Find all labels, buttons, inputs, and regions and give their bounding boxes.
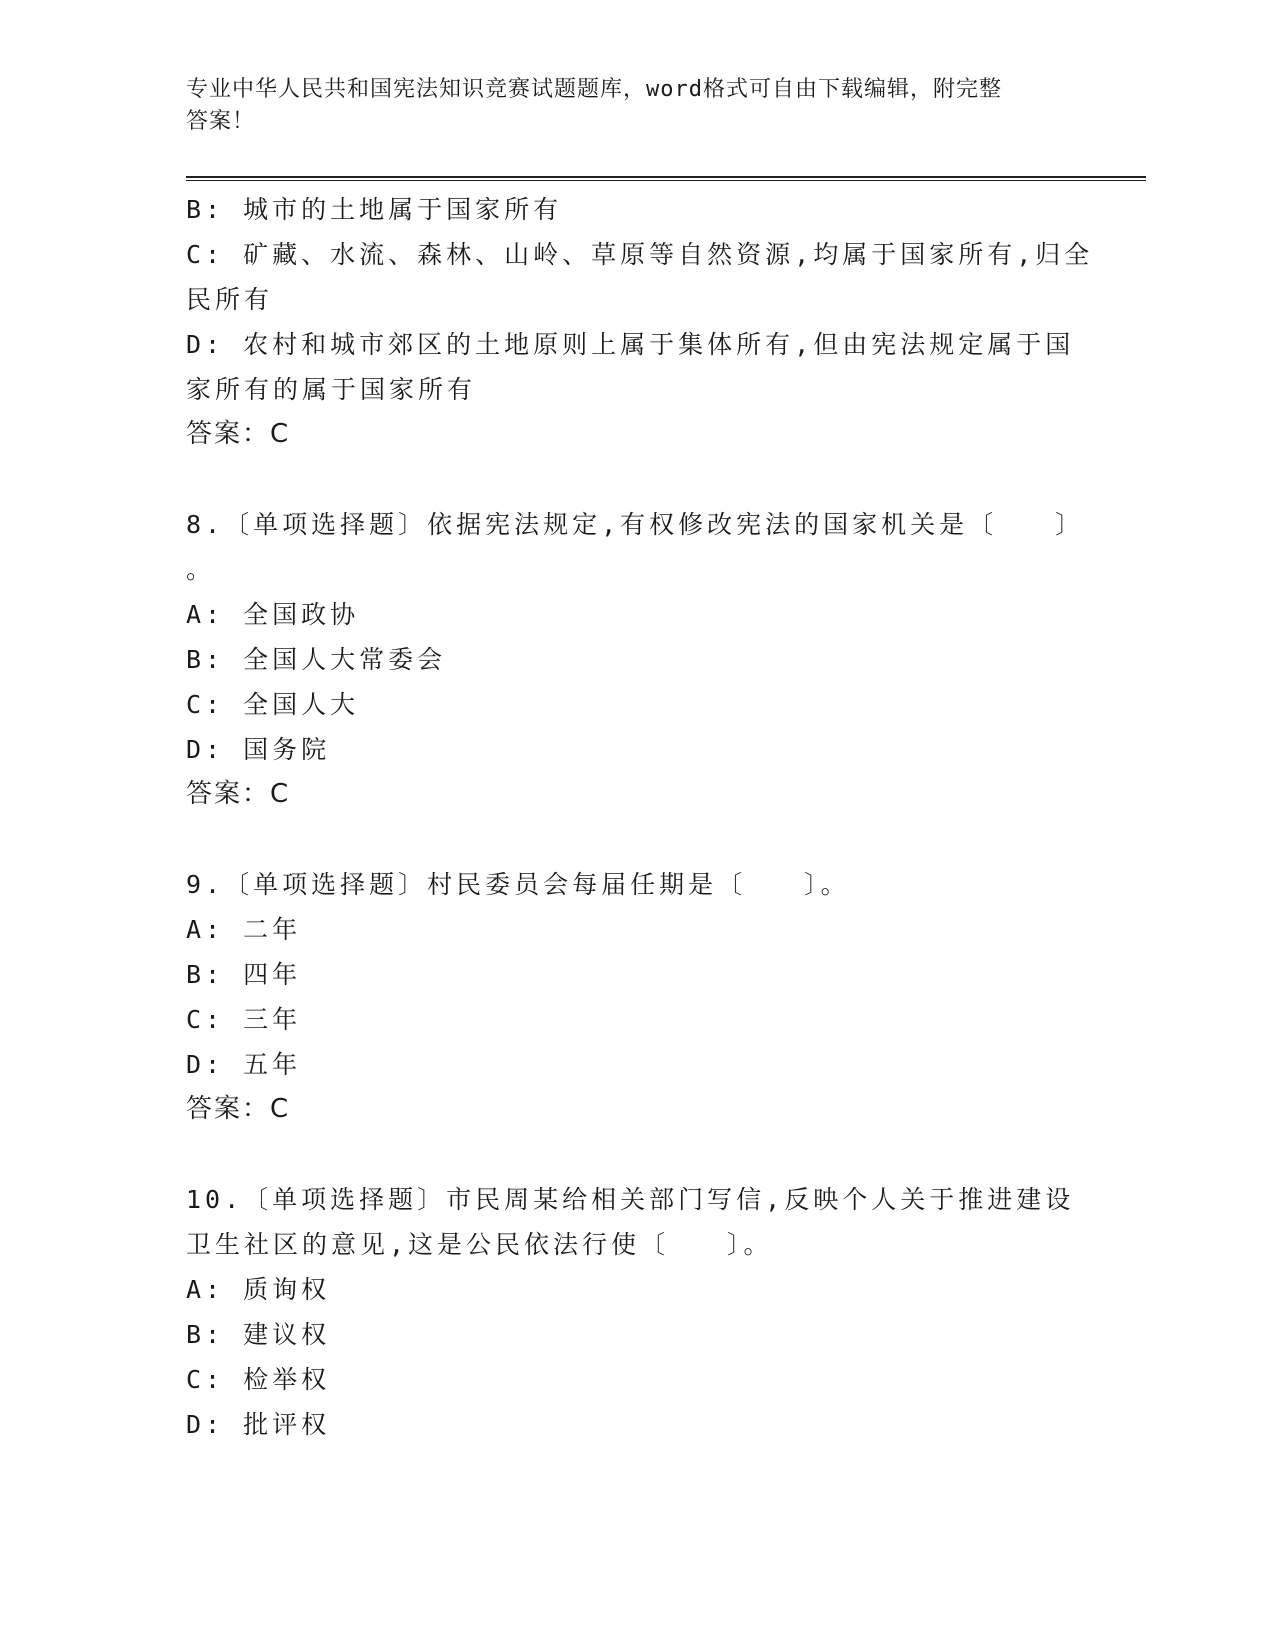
option-c: C: 全国人大 bbox=[186, 690, 360, 719]
answer-line: 答案：C bbox=[186, 419, 291, 449]
question-list bbox=[186, 187, 1094, 1447]
option-a: A: 全国政协 bbox=[186, 600, 360, 629]
question-stem: 8.〔单项选择题〕依据宪法规定,有权修改宪法的国家机关是〔 〕 bbox=[186, 510, 1085, 539]
option-c: C: 检举权 bbox=[186, 1365, 331, 1394]
option-d: D: 国务院 bbox=[186, 735, 331, 764]
question-stem: 9.〔单项选择题〕村民委员会每届任期是〔 〕。 bbox=[186, 870, 850, 899]
question-stem-continued: 卫生社区的意见,这是公民依法行使〔 〕。 bbox=[186, 1230, 773, 1259]
question-7 bbox=[186, 187, 1094, 457]
option-c: C: 三年 bbox=[186, 1005, 302, 1034]
option-d-continued: 家所有的属于国家所有 bbox=[186, 375, 477, 404]
header-line-1: 专业中华人民共和国宪法知识竞赛试题题库，word格式可自由下载编辑，附完整 bbox=[186, 77, 1002, 102]
option-b: B: 建议权 bbox=[186, 1320, 331, 1349]
question-8 bbox=[186, 502, 1086, 817]
header-line-2: 答案！ bbox=[186, 109, 256, 134]
answer-line: 答案：C bbox=[186, 1094, 291, 1124]
option-b: B: 全国人大常委会 bbox=[186, 645, 447, 674]
option-a: A: 质询权 bbox=[186, 1275, 331, 1304]
spacer bbox=[186, 1132, 1086, 1177]
answer-line: 答案：C bbox=[186, 779, 291, 809]
option-c-continued: 民所有 bbox=[186, 285, 274, 314]
question-10 bbox=[186, 1177, 1086, 1447]
option-b: B: 四年 bbox=[186, 960, 302, 989]
option-d: D: 批评权 bbox=[186, 1410, 331, 1439]
option-c: C: 矿藏、水流、森林、山岭、草原等自然资源,均属于国家所有,归全 bbox=[186, 240, 1094, 269]
spacer bbox=[186, 817, 1086, 862]
question-stem: 10.〔单项选择题〕市民周某给相关部门写信,反映个人关于推进建设 bbox=[186, 1185, 1075, 1214]
option-a: A: 二年 bbox=[186, 915, 302, 944]
option-d: D: 农村和城市郊区的土地原则上属于集体所有,但由宪法规定属于国 bbox=[186, 330, 1075, 359]
page-header bbox=[186, 74, 1066, 138]
question-stem-continued: 。 bbox=[186, 555, 216, 584]
option-d: D: 五年 bbox=[186, 1050, 302, 1079]
question-9 bbox=[186, 862, 1086, 1132]
header-divider bbox=[186, 176, 1146, 181]
option-b: B: 城市的土地属于国家所有 bbox=[186, 195, 563, 224]
spacer bbox=[186, 457, 1086, 502]
